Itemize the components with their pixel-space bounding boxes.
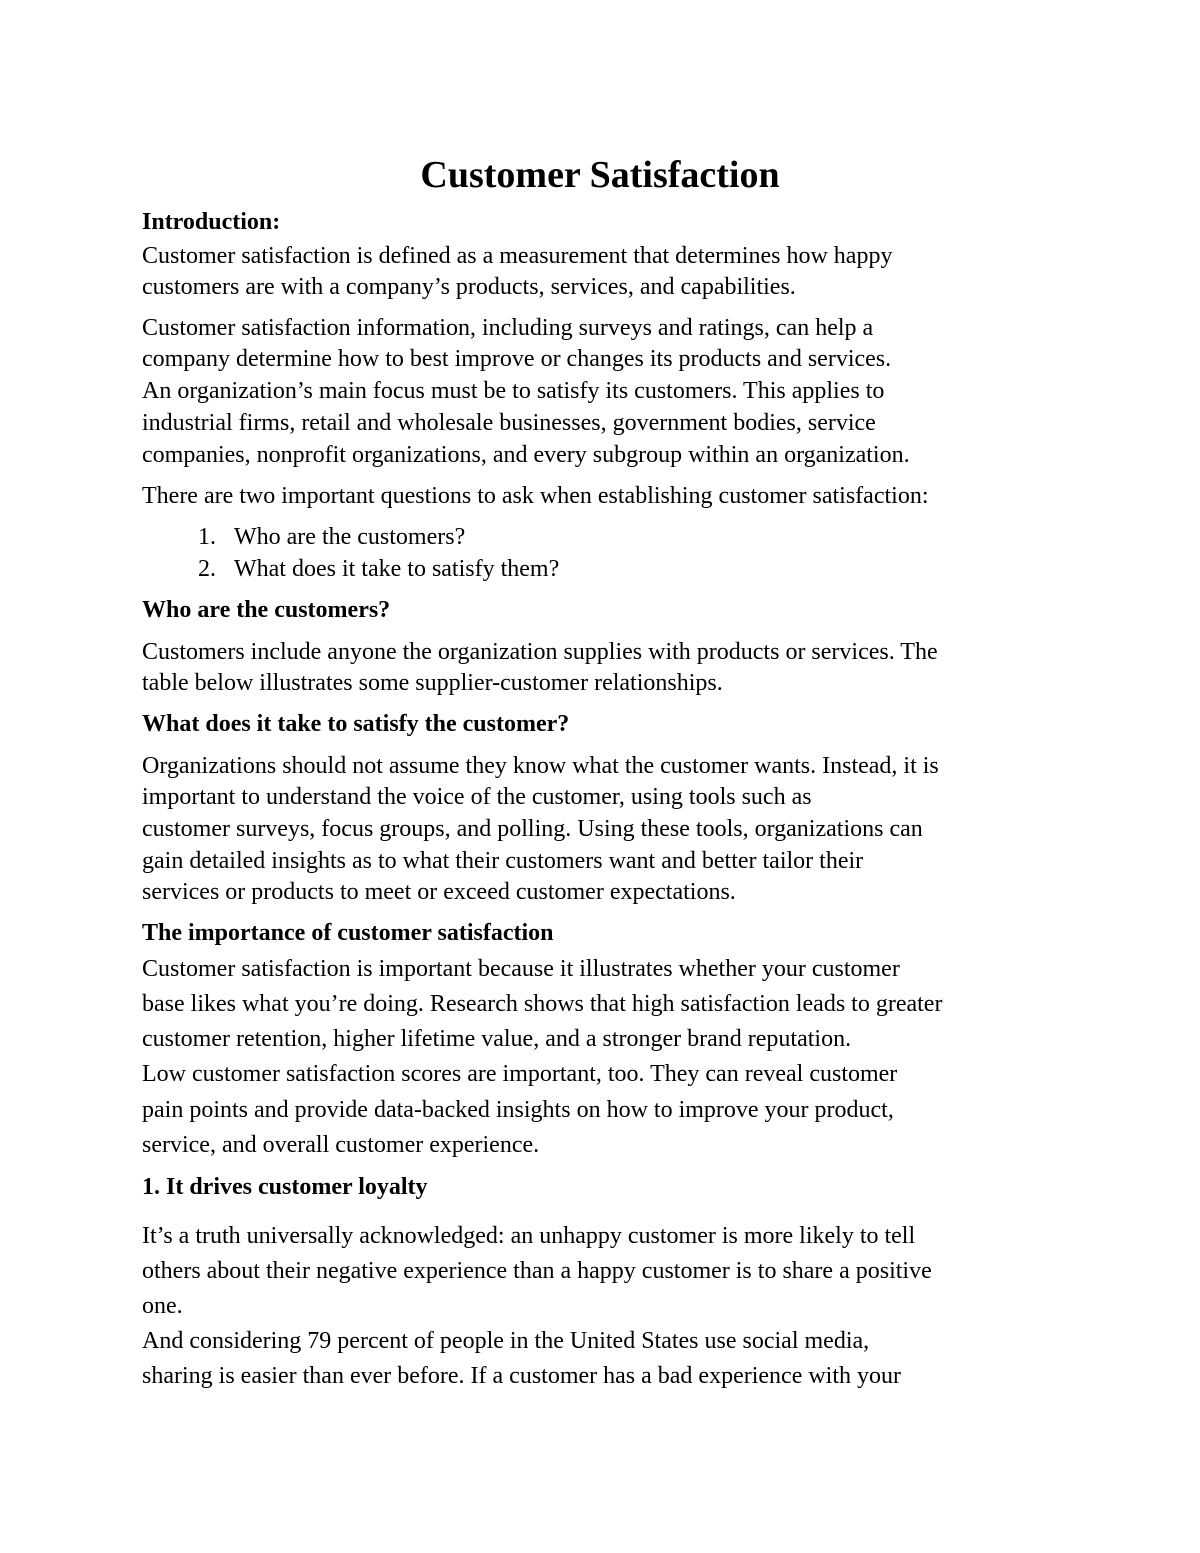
paragraph-line: Low customer satisfaction scores are important, too. They can reveal customer [142,1061,898,1087]
section-heading-who-are-customers: Who are the customers? [142,597,391,623]
paragraph-line: service, and overall customer experience. [142,1132,540,1158]
paragraph-line: customer retention, higher lifetime value, and a stronger brand reputation. [142,1026,852,1052]
paragraph-line: important to understand the voice of the customer, using tools such as [142,784,812,810]
section-heading-customer-loyalty: 1. It drives customer loyalty [142,1174,428,1200]
list-item-number: 1. [198,524,216,550]
paragraph-line: And considering 79 percent of people in the United States use social media, [142,1328,870,1354]
paragraph-line: Customer satisfaction is defined as a measurement that determines how happy [142,243,893,269]
paragraph-line: Organizations should not assume they know what the customer wants. Instead, it is [142,753,939,779]
list-item-text: Who are the customers? [234,524,466,550]
list-item-number: 2. [198,556,216,582]
paragraph-line: Customer satisfaction information, including surveys and ratings, can help a [142,315,874,341]
paragraph-line: base likes what you’re doing. Research shows that high satisfaction leads to greater [142,991,943,1017]
paragraph-line: gain detailed insights as to what their customers want and better tailor their [142,848,864,874]
paragraph-line: Customer satisfaction is important because it illustrates whether your customer [142,956,900,982]
paragraph-line: company determine how to best improve or changes its products and services. [142,346,892,372]
paragraph-line: services or products to meet or exceed customer expectations. [142,879,736,905]
paragraph-line: one. [142,1293,183,1319]
section-heading-importance: The importance of customer satisfaction [142,920,554,946]
paragraph-line: It’s a truth universally acknowledged: an unhappy customer is more likely to tell [142,1223,916,1249]
paragraph-line: table below illustrates some supplier-customer relationships. [142,670,723,696]
paragraph-line: customer surveys, focus groups, and polling. Using these tools, organizations can [142,816,923,842]
paragraph-line: Customers include anyone the organization supplies with products or services. The [142,639,938,665]
section-heading-what-does-it-take: What does it take to satisfy the customer? [142,711,570,737]
paragraph-line: pain points and provide data-backed insights on how to improve your product, [142,1097,894,1123]
paragraph-line: companies, nonprofit organizations, and every subgroup within an organization. [142,442,910,468]
paragraph-line: others about their negative experience than a happy customer is to share a positive [142,1258,932,1284]
document-title: Customer Satisfaction [420,154,780,196]
paragraph-line: There are two important questions to ask when establishing customer satisfaction: [142,483,929,509]
paragraph-line: An organization’s main focus must be to satisfy its customers. This applies to [142,378,885,404]
section-heading-introduction: Introduction: [142,209,281,235]
list-item-text: What does it take to satisfy them? [234,556,560,582]
paragraph-line: sharing is easier than ever before. If a customer has a bad experience with your [142,1363,902,1389]
paragraph-line: industrial firms, retail and wholesale businesses, government bodies, service [142,410,876,436]
paragraph-line: customers are with a company’s products, services, and capabilities. [142,274,796,300]
